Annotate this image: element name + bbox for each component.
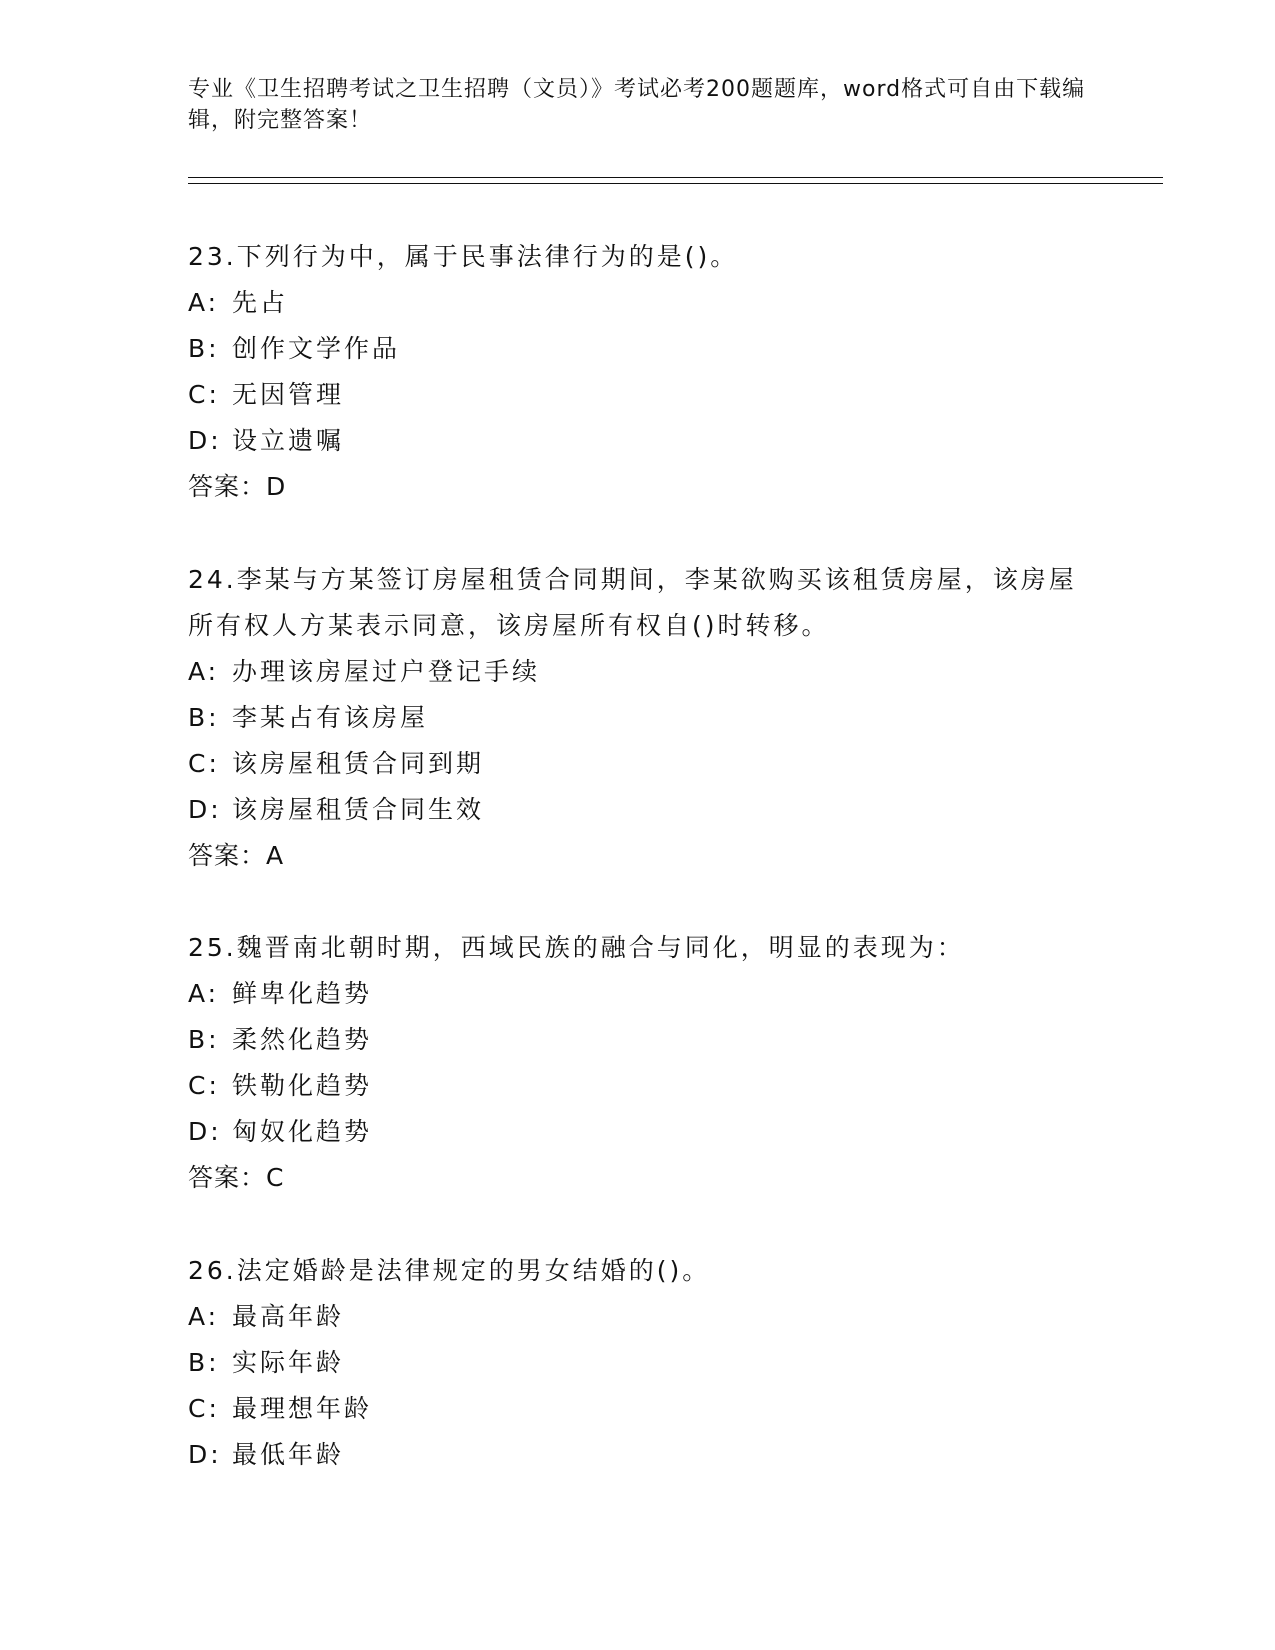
option-a bbox=[188, 971, 1088, 1017]
option-a bbox=[188, 280, 1088, 326]
option-text: 最理想年龄 bbox=[232, 1394, 373, 1423]
option-text: 最低年龄 bbox=[232, 1440, 345, 1469]
option-letter: B: bbox=[188, 703, 220, 732]
option-letter: B: bbox=[188, 1025, 220, 1054]
option-text: 匈奴化趋势 bbox=[232, 1117, 373, 1146]
option-letter: B: bbox=[188, 334, 220, 363]
option-text: 无因管理 bbox=[232, 380, 345, 409]
document-intro: 专业《卫生招聘考试之卫生招聘（文员）》考试必考200题题库，word格式可自由下载编辑，附完整答案！ bbox=[188, 77, 1086, 133]
answer-line: 答案：D bbox=[188, 472, 287, 501]
option-c bbox=[188, 1386, 1088, 1432]
option-a bbox=[188, 649, 1088, 695]
option-letter: C: bbox=[188, 1394, 220, 1423]
question-stem: 23.下列行为中，属于民事法律行为的是()。 bbox=[188, 242, 739, 271]
option-text: 先占 bbox=[232, 288, 289, 317]
option-text: 实际年龄 bbox=[232, 1348, 345, 1377]
option-b bbox=[188, 1340, 1088, 1386]
option-b bbox=[188, 1017, 1088, 1063]
option-text: 最高年龄 bbox=[232, 1302, 345, 1331]
option-letter: C: bbox=[188, 749, 220, 778]
question-stem: 25.魏晋南北朝时期，西域民族的融合与同化，明显的表现为： bbox=[188, 933, 965, 962]
option-letter: D: bbox=[188, 426, 222, 455]
question-25 bbox=[188, 925, 1088, 1201]
option-text: 设立遗嘱 bbox=[232, 426, 345, 455]
question-stem: 24.李某与方某签订房屋租赁合同期间，李某欲购买该租赁房屋，该房屋所有权人方某表示同意，该房屋所有权自()时转移。 bbox=[188, 565, 1077, 640]
question-23 bbox=[188, 234, 1088, 510]
option-c bbox=[188, 372, 1088, 418]
header-divider-bottom bbox=[188, 183, 1163, 184]
option-letter: D: bbox=[188, 1117, 222, 1146]
option-letter: A: bbox=[188, 1302, 220, 1331]
option-b bbox=[188, 326, 1088, 372]
header-divider-top bbox=[188, 177, 1163, 178]
question-stem: 26.法定婚龄是法律规定的男女结婚的()。 bbox=[188, 1256, 711, 1285]
option-text: 李某占有该房屋 bbox=[232, 703, 429, 732]
option-d bbox=[188, 787, 1088, 833]
option-letter: A: bbox=[188, 979, 220, 1008]
option-letter: C: bbox=[188, 380, 220, 409]
option-letter: C: bbox=[188, 1071, 220, 1100]
option-letter: D: bbox=[188, 795, 222, 824]
option-letter: D: bbox=[188, 1440, 222, 1469]
option-b bbox=[188, 695, 1088, 741]
option-text: 柔然化趋势 bbox=[232, 1025, 373, 1054]
option-d bbox=[188, 1432, 1088, 1478]
option-c bbox=[188, 1063, 1088, 1109]
option-d bbox=[188, 1109, 1088, 1155]
option-text: 鲜卑化趋势 bbox=[232, 979, 373, 1008]
answer-line: 答案：A bbox=[188, 841, 285, 870]
question-26 bbox=[188, 1248, 1088, 1478]
question-24 bbox=[188, 557, 1088, 879]
option-text: 办理该房屋过户登记手续 bbox=[232, 657, 541, 686]
option-a bbox=[188, 1294, 1088, 1340]
answer-line: 答案：C bbox=[188, 1163, 285, 1192]
option-d bbox=[188, 418, 1088, 464]
option-text: 该房屋租赁合同到期 bbox=[232, 749, 485, 778]
option-text: 创作文学作品 bbox=[232, 334, 401, 363]
option-letter: B: bbox=[188, 1348, 220, 1377]
option-letter: A: bbox=[188, 288, 220, 317]
option-c bbox=[188, 741, 1088, 787]
option-letter: A: bbox=[188, 657, 220, 686]
option-text: 铁勒化趋势 bbox=[232, 1071, 373, 1100]
option-text: 该房屋租赁合同生效 bbox=[232, 795, 485, 824]
